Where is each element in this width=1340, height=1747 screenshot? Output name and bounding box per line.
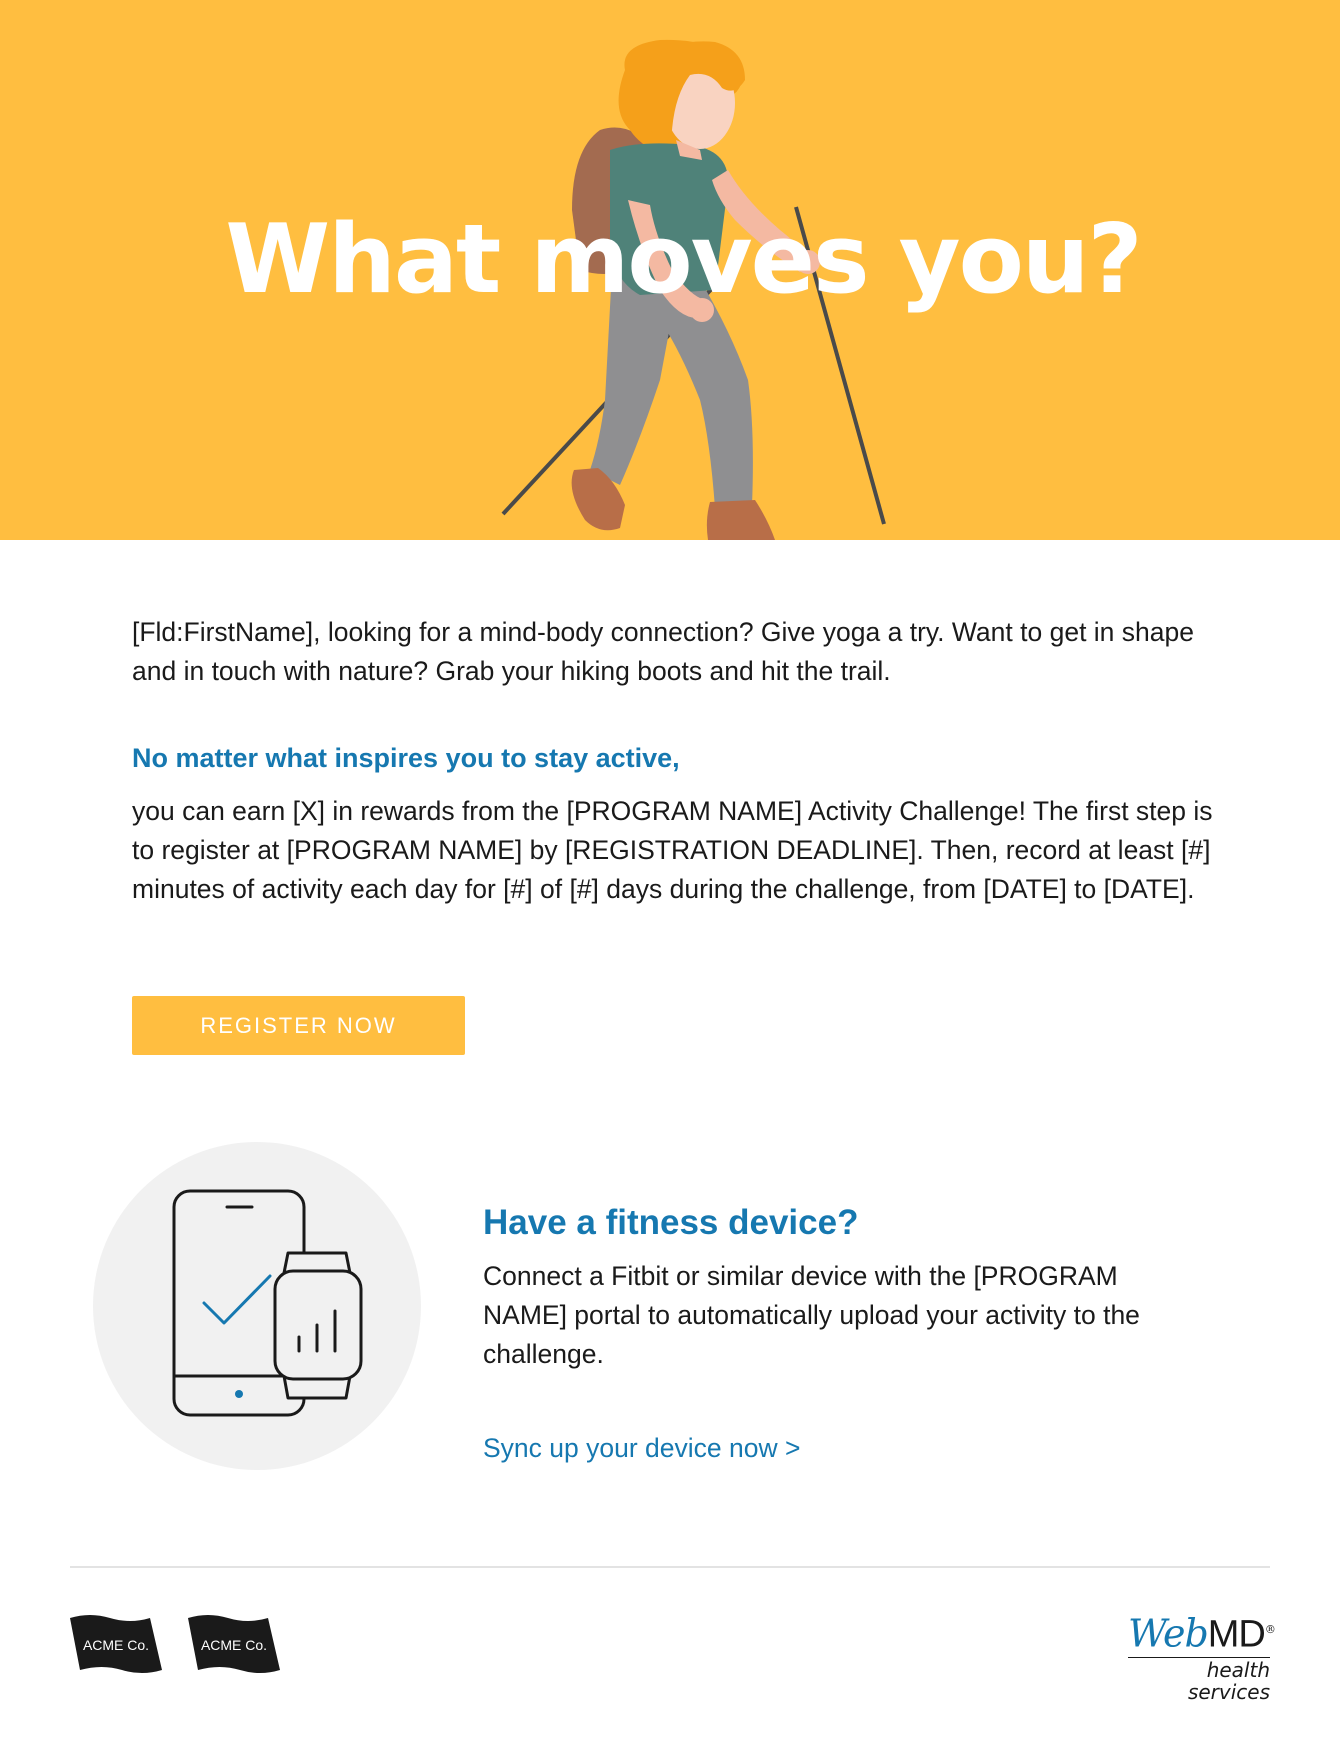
hero-banner bbox=[0, 0, 1340, 540]
acme-logo bbox=[68, 1614, 164, 1674]
device-section-title: Have a fitness device? bbox=[483, 1203, 859, 1242]
device-section-text: Connect a Fitbit or similar device with the [PROGRAM NAME] portal to automatically upload your activity to the challenge. bbox=[483, 1261, 1140, 1369]
webmd-wordmark: WebMD® bbox=[1128, 1611, 1275, 1656]
svg-text:ACME Co.: ACME Co. bbox=[82, 1637, 150, 1653]
register-now-button[interactable]: REGISTER NOW bbox=[132, 996, 465, 1055]
intro-paragraph: [Fld:FirstName], looking for a mind-body connection? Give yoga a try. Want to get in shape and in touch with nature? Grab your hiking boots and hit the trail. bbox=[132, 617, 1194, 686]
challenge-paragraph: you can earn [X] in rewards from the [PROGRAM NAME] Activity Challenge! The first step is to register at [PROGRAM NAME] by [REGISTRATION DEADLINE]. Then, record at least [#] minutes of activity each day for [#] of [#] days during the challenge, from [DATE] to [DATE]. bbox=[132, 796, 1213, 904]
svg-text:ACME Co.: ACME Co. bbox=[200, 1637, 268, 1653]
webmd-logo bbox=[1128, 1608, 1275, 1704]
footer-divider bbox=[70, 1566, 1270, 1568]
webmd-subtitle: health services bbox=[1128, 1657, 1270, 1703]
sync-device-link[interactable]: Sync up your device now > bbox=[483, 1433, 801, 1463]
hero-title: What moves you? bbox=[225, 205, 1141, 315]
challenge-subhead: No matter what inspires you to stay active, bbox=[132, 743, 680, 773]
fitness-device-icon bbox=[92, 1141, 422, 1471]
acme-logo bbox=[186, 1614, 282, 1674]
